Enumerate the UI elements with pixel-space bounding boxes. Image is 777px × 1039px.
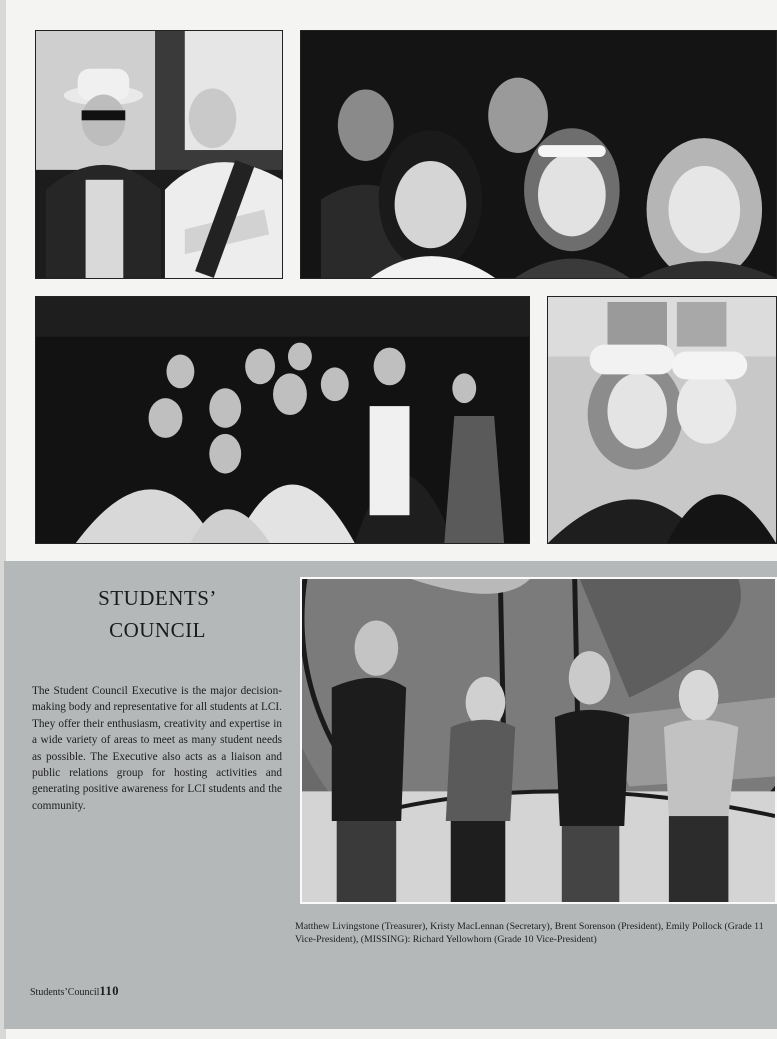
- photo-student-council-executive: [300, 577, 777, 904]
- section-title-line-2: COUNCIL: [109, 618, 206, 642]
- section-title-line-1: STUDENTS’: [98, 586, 217, 610]
- section-title: [40, 582, 275, 646]
- photo-two-girls-santa-hats: [547, 296, 777, 544]
- folio-section-name: Students’Council: [30, 987, 100, 998]
- photo-large-group-dance: [35, 296, 530, 544]
- photo-two-students-posing: [35, 30, 283, 279]
- photo-group-of-friends: [300, 30, 777, 279]
- council-description: The Student Council Executive is the major decision-making body and representative for all students at LCI. They offer their enthusiasm, creativity and expertise in a wide variety of areas to meet as many student needs as possible. The Executive also acts as a liaison and public relations group for hosting activities and generating positive awareness for LCI students and the community.: [32, 685, 282, 812]
- page-folio: [30, 984, 119, 999]
- photo-caption: Matthew Livingstone (Treasurer), Kristy MacLennan (Secretary), Brent Sorenson (President), Emily Pollock (Grade 11 Vice-President), (MISSING): Richard Yellowhorn (Grade 10 Vice-President): [295, 921, 764, 945]
- page-number: 110: [99, 984, 120, 998]
